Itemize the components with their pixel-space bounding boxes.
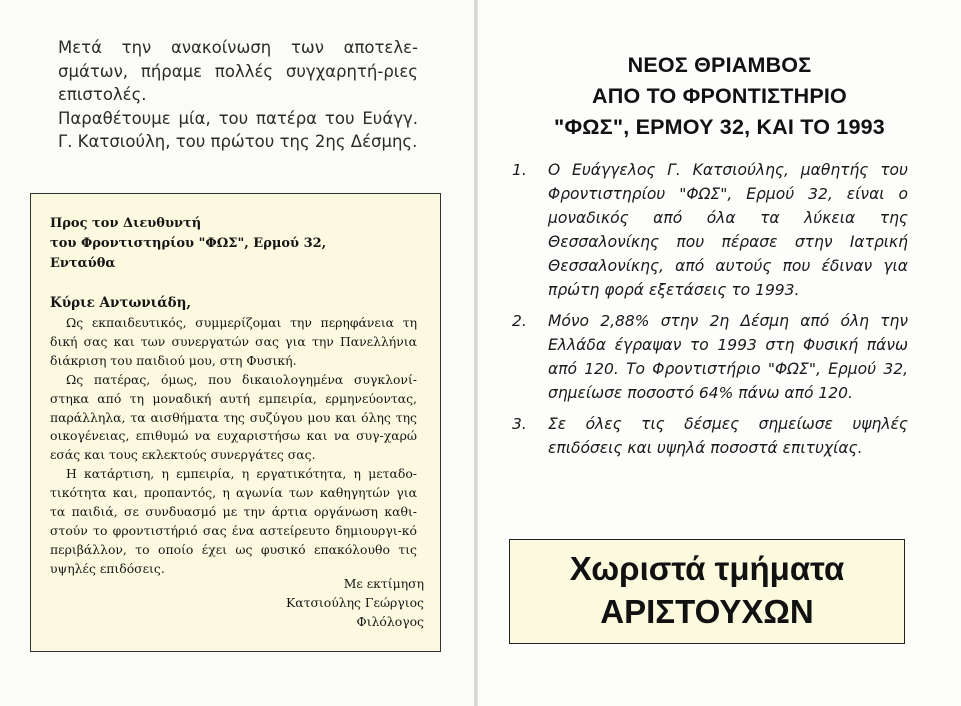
list-item-text: Μόνο 2,88% στην 2η Δέσμη από όλη την Ελλάδα έγραψαν το 1993 στη Φυσική πάνω από 120. Το Φροντιστήριο "ΦΩΣ", Ερμού 32, σημείωσε ποσοστό 64% πάνω από 120. bbox=[548, 312, 908, 402]
letter-paragraph-1: Ως εκπαιδευτικός, συμμερίζομαι την περηφάνεια τη δική σας και των συνεργατών σας για την Πανελλήνια διάκριση του παιδιού μου, στη Φυσική. bbox=[50, 315, 417, 368]
list-item bbox=[508, 412, 908, 460]
headline bbox=[478, 50, 961, 143]
headline-line-2: ΑΠΟ ΤΟ ΦΡΟΝΤΙΣΤΗΡΙΟ bbox=[592, 84, 847, 108]
list-item bbox=[508, 309, 908, 405]
intro-paragraph-2: Παραθέτουμε μία, του πατέρα του Ευάγγ. Γ. Κατσιούλη, του πρώτου της 2ης Δέσμης. bbox=[58, 108, 418, 151]
letter-body bbox=[50, 314, 417, 579]
headline-line-3: "ΦΩΣ", ΕΡΜΟΥ 32, ΚΑΙ ΤΟ 1993 bbox=[554, 115, 885, 139]
list-item-number: 2. bbox=[512, 312, 527, 330]
list-item-text: Σε όλες τις δέσμες σημείωσε υψηλές επιδόσεις και υψηλά ποσοστά επιτυχίας. bbox=[548, 415, 908, 457]
list-item bbox=[508, 158, 908, 302]
list-item-text: Ο Ευάγγελος Γ. Κατσιούλης, μαθητής του Φροντιστηρίου "ΦΩΣ", Ερμού 32, είναι ο μοναδικός από όλα τα λύκεια της Θεσσαλονίκης που πέρασε στην Ιατρική Θεσσαλονίκης, από αυτούς που έδιναν για πρώτη φορά εξετάσεις το 1993. bbox=[548, 161, 908, 299]
letter-box bbox=[30, 193, 441, 652]
list-item-number: 3. bbox=[512, 415, 527, 433]
letter-closing: Με εκτίμηση bbox=[343, 576, 424, 591]
achievement-list bbox=[508, 158, 908, 467]
letter-signature bbox=[286, 574, 424, 631]
recipient-line-2: του Φροντιστηρίου "ΦΩΣ", Ερμού 32, bbox=[50, 236, 327, 251]
letter-signer-title: Φιλόλογος bbox=[356, 614, 424, 629]
intro-paragraph-1: Μετά την ανακοίνωση των αποτελε-σμάτων, πήραμε πολλές συγχαρητή-ριες επιστολές. bbox=[58, 38, 418, 104]
letter-signer: Κατσιούλης Γεώργιος bbox=[285, 595, 424, 610]
letter-paragraph-3: Η κατάρτιση, η εμπειρία, η εργατικότητα, η μεταδο-τικότητα και, προπαντός, η αγωνία των καθηγητών για τα παιδιά, σε συνδυασμό με την άρτια οργάνωση καθι-στούν το φροντιστήριό σας ένα αστείρευτο δημιουργι-κό περιβάλλον, το οποίο έχει ως φυσικό επακόλουθο τις υψηλές επιδόσεις. bbox=[50, 466, 417, 576]
list-item-number: 1. bbox=[512, 161, 527, 179]
recipient-line-1: Προς τον Διευθυντή bbox=[50, 216, 202, 231]
banner-line-1: Χωριστά τμήματα bbox=[569, 550, 845, 587]
left-page bbox=[0, 0, 474, 706]
headline-line-1: ΝΕΟΣ ΘΡΙΑΜΒΟΣ bbox=[627, 53, 812, 77]
letter-paragraph-2: Ως πατέρας, όμως, που δικαιολογημένα συγκλονί-στηκα από τη μοναδική αυτή εμπειρία, ερμηνεύοντας, παράλληλα, τα αισθήματα της συζύγου μου και όλης της οικογένειας, επιθυμώ να ευχαριστήσω και να συγ-χαρώ εσάς και τους εκλεκτούς συνεργάτες σας. bbox=[50, 371, 417, 463]
banner-line-2: ΑΡΙΣΤΟΥΧΩΝ bbox=[600, 593, 814, 630]
letter-salutation: Κύριε Αντωνιάδη, bbox=[50, 295, 192, 311]
recipient-line-3: Ενταύθα bbox=[50, 256, 116, 271]
intro-text bbox=[58, 36, 418, 154]
letter-recipient bbox=[50, 214, 420, 274]
honors-banner bbox=[509, 539, 905, 644]
right-page bbox=[478, 0, 961, 706]
